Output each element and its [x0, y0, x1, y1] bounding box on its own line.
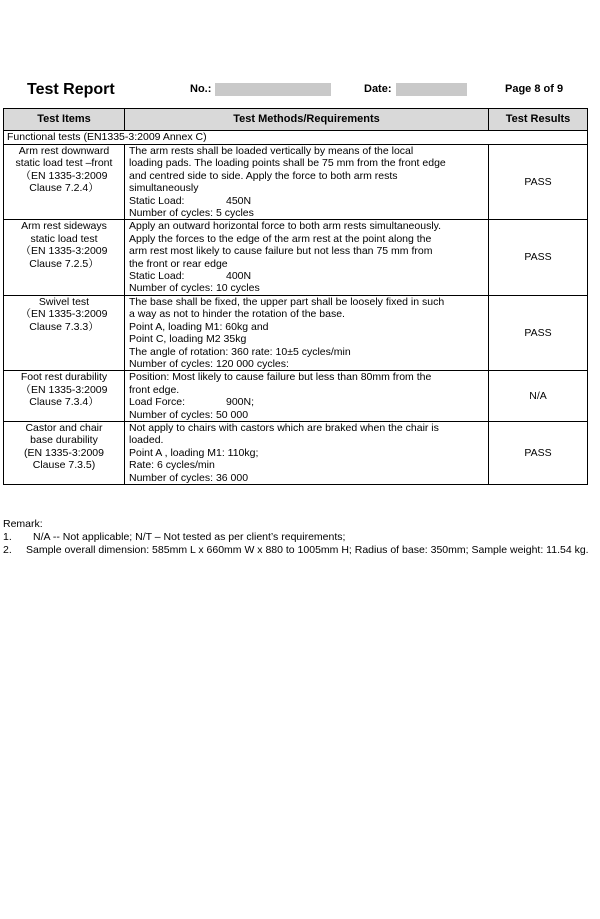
date-redacted: [396, 83, 467, 96]
method-param: [129, 195, 486, 207]
method-line: Number of cycles: 36 000: [129, 471, 249, 484]
test-item-line: static load test: [30, 232, 98, 245]
table-header-row: [4, 109, 588, 131]
method-line: the front or rear edge: [129, 257, 228, 270]
test-method-cell: [125, 220, 489, 295]
test-item-line: Arm rest downward: [18, 145, 110, 157]
table-row: [4, 421, 588, 484]
remark-text: N/A -- Not applicable; N/T – Not tested as per client’s requirements;: [33, 531, 346, 543]
test-item-line: Clause 7.2.5）: [29, 257, 99, 270]
test-item-line: Swivel test: [38, 295, 90, 308]
test-item-line: （EN 1335-3:2009: [20, 169, 108, 182]
method-line: arm rest most likely to cause failure but not less than 75 mm from: [129, 245, 433, 258]
report-number-redacted: [215, 83, 331, 96]
method-line: Point A , loading M1: 110kg;: [129, 446, 259, 459]
test-result-cell: PASS: [489, 145, 588, 220]
test-item-cell: [4, 220, 125, 295]
method-line: Apply an outward horizontal force to both arm rests simultaneously.: [129, 220, 442, 233]
test-item-line: Clause 7.3.4）: [29, 396, 99, 409]
test-item-line: （EN 1335-3:2009: [20, 245, 108, 258]
test-item-line: Castor and chair: [25, 421, 103, 434]
test-item-line: Clause 7.3.3）: [29, 320, 99, 333]
test-item-line: base durability: [30, 434, 98, 447]
method-line: The base shall be fixed, the upper part shall be loosely fixed in such: [129, 295, 445, 308]
test-method-cell: [125, 295, 489, 370]
method-cycles: Number of cycles: 5 cycles: [129, 207, 254, 220]
section-title: Functional tests (EN1335-3:2009 Annex C): [4, 131, 588, 145]
method-line: Number of cycles: 120 000 cycles:: [129, 357, 289, 370]
method-line: The angle of rotation: 360 rate: 10±5 cycles/min: [129, 345, 351, 358]
remark-item: [3, 531, 593, 544]
remark-number: 2.: [3, 544, 12, 556]
report-header: [0, 80, 600, 102]
method-line: a way as not to hinder the rotation of the base.: [129, 308, 345, 321]
method-line: loaded.: [129, 434, 164, 447]
remarks-title: Remark:: [3, 518, 43, 530]
param-value: 400N: [226, 270, 252, 283]
test-method-cell: [125, 145, 489, 220]
method-line: Point A, loading M1: 60kg and: [129, 320, 269, 333]
method-param: [129, 270, 486, 282]
table-row: [4, 295, 588, 370]
test-item-line: Foot rest durability: [20, 371, 108, 384]
table-row: [4, 145, 588, 220]
test-item-line: （EN 1335-3:2009: [20, 308, 108, 321]
test-item-line: static load test –front: [15, 157, 113, 170]
method-line: The arm rests shall be loaded vertically by means of the local: [129, 145, 414, 157]
section-row: [4, 131, 588, 145]
remark-text: Sample overall dimension: 585mm L x 660mm W x 880 to 1005mm H; Radius of base: 350mm; Sample weight: 11.54 kg.: [26, 544, 589, 556]
test-item-line: Arm rest sideways: [21, 220, 107, 233]
report-title: Test Report: [27, 81, 115, 98]
method-line: Point C, loading M2 35kg: [129, 333, 247, 346]
test-item-cell: [4, 295, 125, 370]
column-header-test-methods: Test Methods/Requirements: [125, 109, 489, 131]
table-row: [4, 220, 588, 295]
method-cycles: Number of cycles: 50 000: [129, 408, 249, 421]
test-item-cell: [4, 421, 125, 484]
test-result-cell: N/A: [489, 371, 588, 422]
method-line: loading pads. The loading points shall be 75 mm from the front edge: [129, 157, 446, 170]
test-method-cell: [125, 421, 489, 484]
test-item-line: Clause 7.2.4）: [29, 182, 99, 195]
table-row: [4, 371, 588, 422]
column-header-test-results: Test Results: [489, 109, 588, 131]
test-result-cell: PASS: [489, 295, 588, 370]
method-cycles: Number of cycles: 10 cycles: [129, 282, 260, 295]
param-label: Static Load:: [129, 194, 185, 207]
param-label: Load Force:: [129, 396, 186, 409]
remark-number: 1.: [3, 531, 12, 543]
method-line: front edge.: [129, 383, 180, 396]
param-value: 900N;: [226, 396, 255, 409]
method-line: simultaneously: [129, 182, 199, 195]
test-method-cell: [125, 371, 489, 422]
param-value: 450N: [226, 194, 252, 207]
method-line: Rate: 6 cycles/min: [129, 459, 215, 472]
test-result-cell: PASS: [489, 421, 588, 484]
column-header-test-items: Test Items: [4, 109, 125, 131]
test-item-line: （EN 1335-3:2009: [20, 383, 108, 396]
report-number-label: No.:: [190, 83, 212, 95]
method-line: Apply the forces to the edge of the arm rest at the point along the: [129, 232, 432, 245]
test-item-line: (EN 1335-3:2009: [24, 446, 104, 459]
test-result-cell: PASS: [489, 220, 588, 295]
date-label: Date:: [364, 83, 392, 95]
test-results-table: [3, 108, 588, 485]
test-item-line: Clause 7.3.5): [32, 459, 96, 472]
test-item-cell: [4, 145, 125, 220]
remark-item: [3, 544, 593, 557]
page-number: Page 8 of 9: [505, 83, 564, 95]
param-label: Static Load:: [129, 270, 185, 283]
method-line: Position: Most likely to cause failure but less than 80mm from the: [129, 371, 432, 384]
method-param: [129, 396, 486, 408]
method-line: Not apply to chairs with castors which are braked when the chair is: [129, 421, 439, 434]
remarks-section: [3, 518, 593, 557]
method-line: and centred side to side. Apply the force to both arm rests: [129, 169, 398, 182]
test-item-cell: [4, 371, 125, 422]
